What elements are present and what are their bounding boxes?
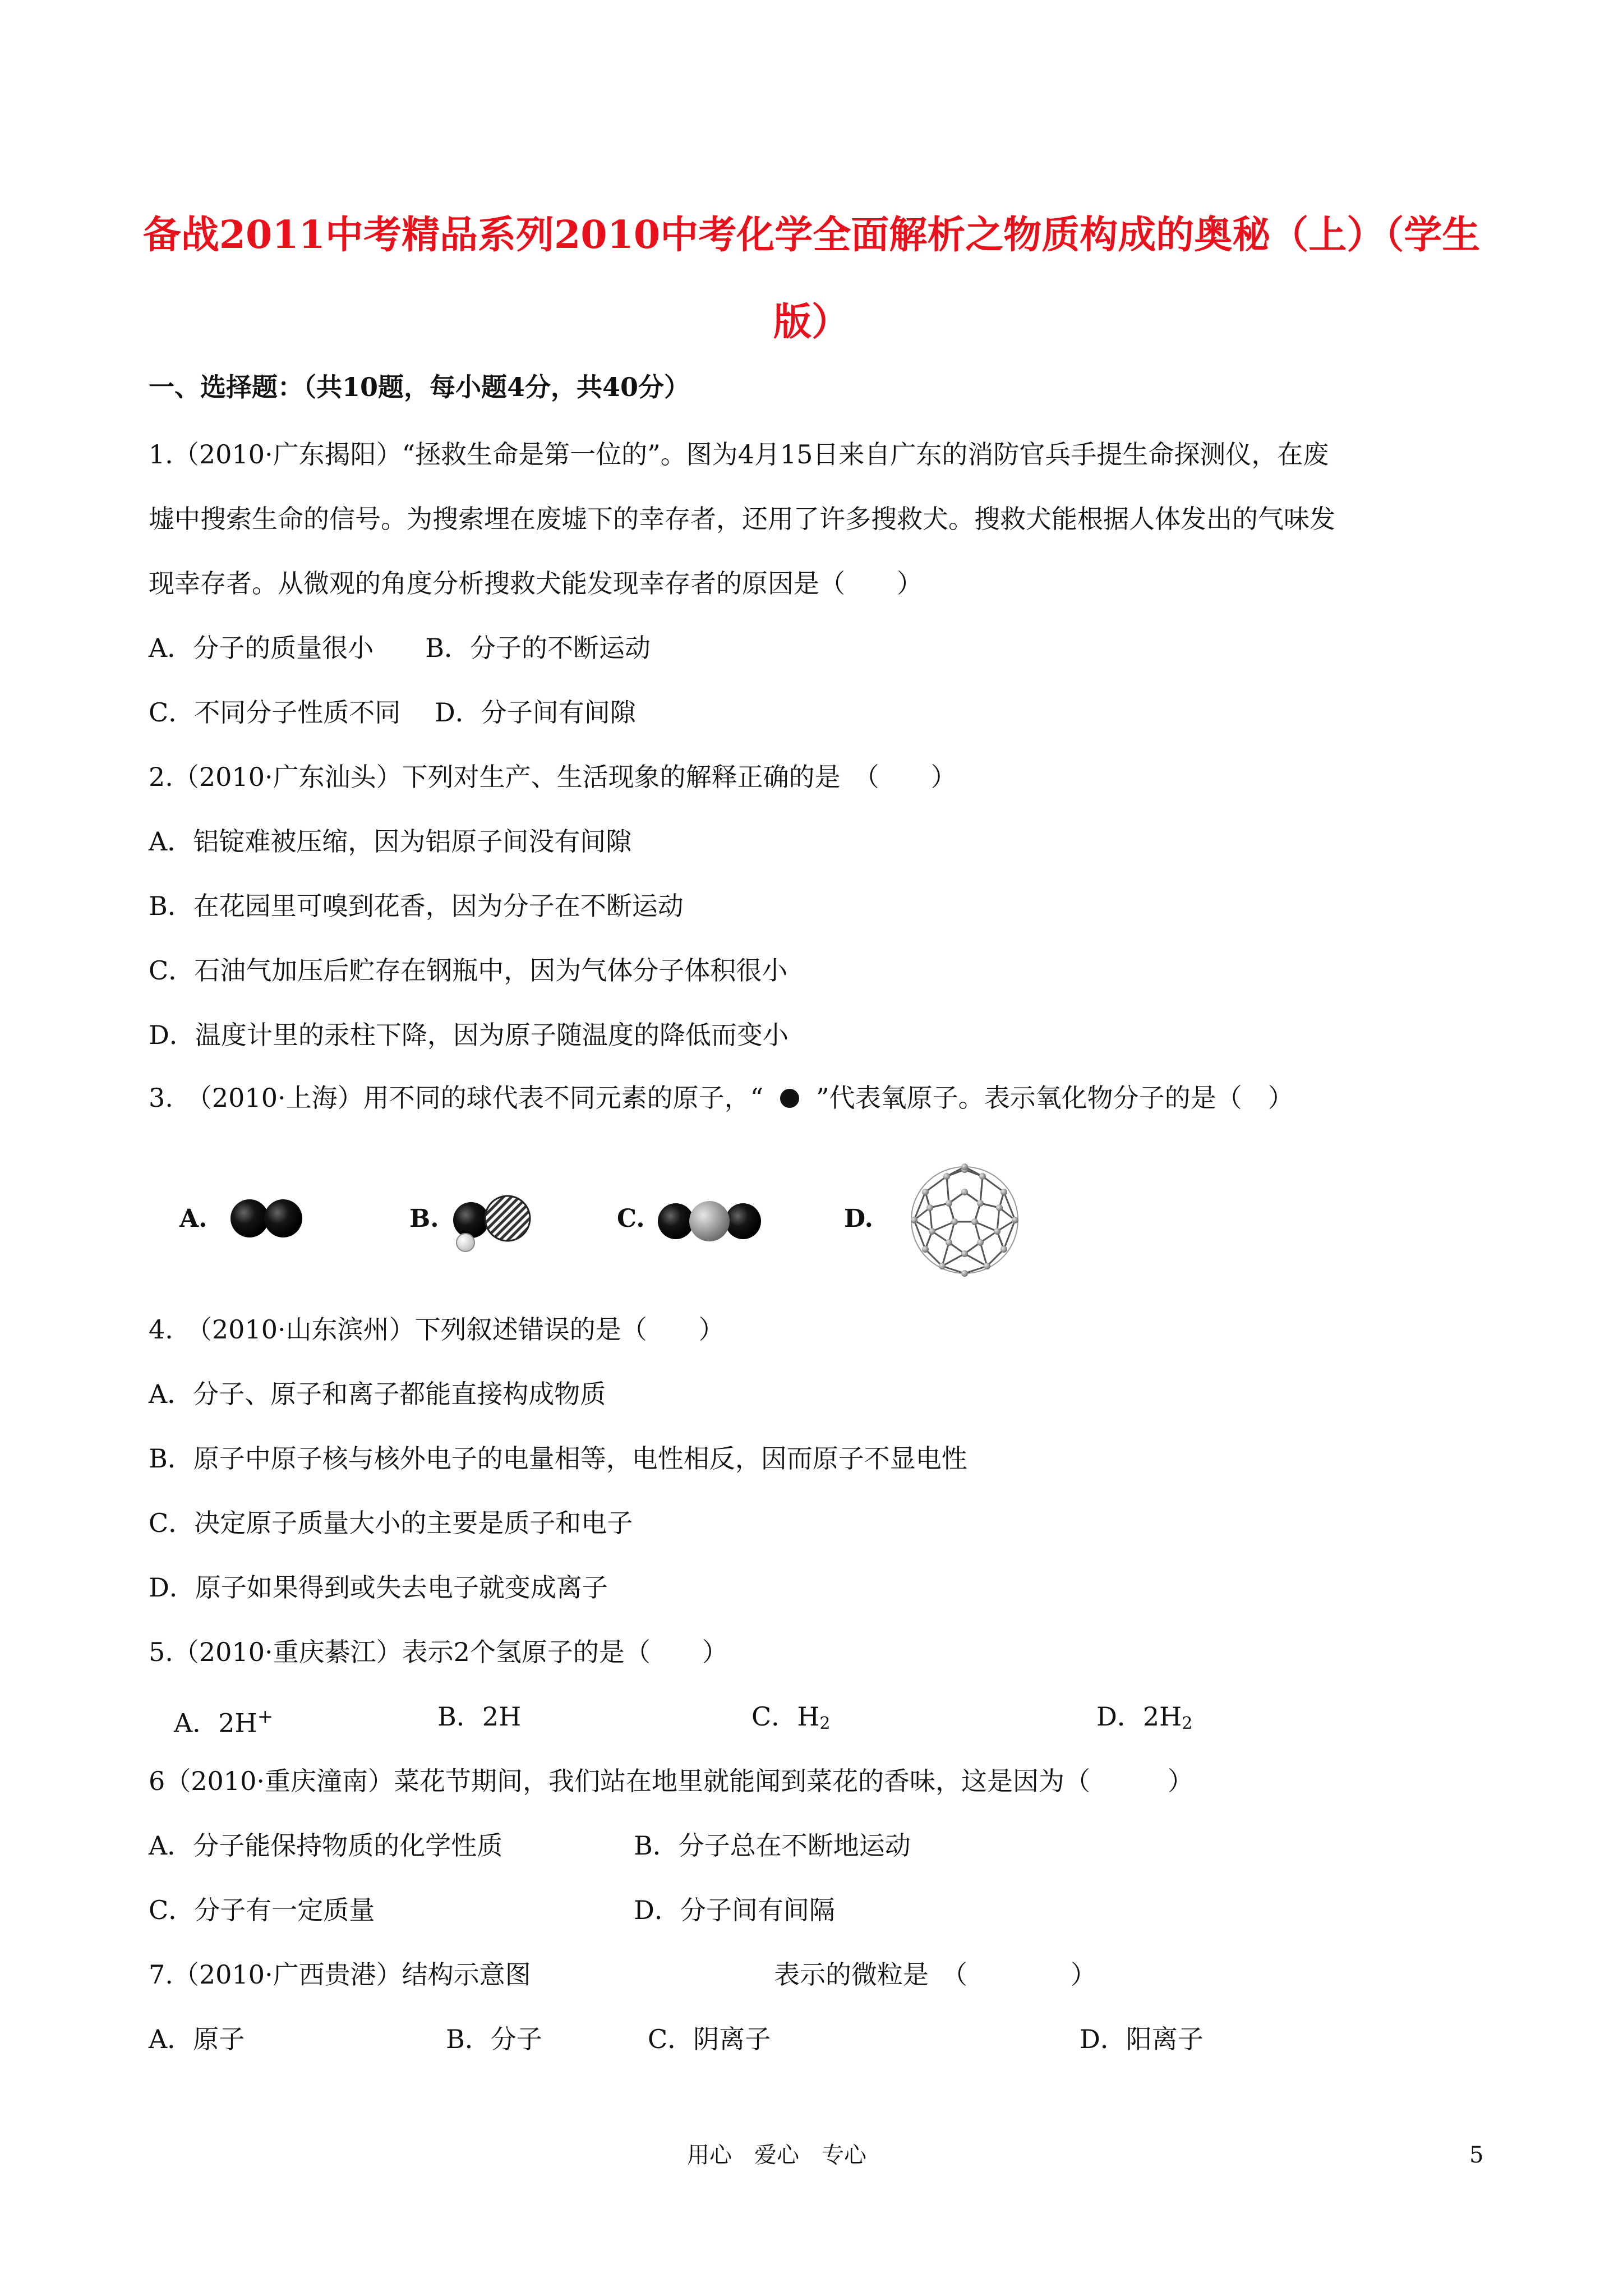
q6-option-b: B．分子总在不断地运动 (634, 1830, 911, 1861)
q4-stem: 4. （2010·山东滨州）下列叙述错误的是（ ） (149, 1314, 725, 1345)
q3-b-hatched-atom (485, 1196, 530, 1241)
q2-option-a: A．铝锭难被压缩，因为铝原子间没有间隙 (149, 826, 632, 857)
q6-stem: 6（2010·重庆潼南）菜花节期间，我们站在地里就能闻到菜花的香味，这是因为（ ） (149, 1766, 1193, 1796)
q2-stem: 2.（2010·广东汕头）下列对生产、生活现象的解释正确的是 （ ） (149, 762, 957, 792)
q6-option-c: C．分子有一定质量 (149, 1895, 375, 1925)
q4-option-a: A．分子、原子和离子都能直接构成物质 (149, 1379, 606, 1409)
q5-option-c-subscript: 2 (819, 1714, 831, 1733)
q5-option-d (1096, 1703, 1192, 1738)
q1-stem-line-1: 1.（2010·广东揭阳）“拯救生命是第一位的”。图为4月15日来自广东的消防官兵手提生命探测仪，在废 (149, 439, 1329, 470)
q5-option-d-subscript: 2 (1182, 1714, 1193, 1733)
q7-stem-part-1: 7.（2010·广西贵港）结构示意图 (149, 1959, 531, 1990)
q3-molecule-models-figure (168, 1142, 1054, 1282)
q3-stem (149, 1084, 1294, 1112)
q3-b-small-atom (457, 1234, 474, 1251)
q3-stem-part-1: 3. （2010·上海）用不同的球代表不同元素的原子，“ (149, 1083, 764, 1113)
q5-option-b: B．2H (437, 1701, 522, 1732)
q1-stem-line-2: 墟中搜索生命的信号。为搜索埋在废墟下的幸存者，还用了许多搜救犬。搜救犬能根据人体发出的气味发 (149, 504, 1335, 534)
q5-option-d-text: D．2H (1096, 1701, 1182, 1732)
q4-option-b: B．原子中原子核与核外电子的电量相等，电性相反，因而原子不显电性 (149, 1443, 967, 1474)
q5-option-a-charge: + (257, 1705, 274, 1728)
q3-stem-part-2: ”代表氧原子。表示氧化物分子的是（ ） (816, 1083, 1294, 1113)
q3-a-oxygen-atom-1 (230, 1199, 269, 1237)
q3-c-oxygen-atom-1 (658, 1203, 694, 1239)
q5-option-c-text: C．H (751, 1701, 820, 1732)
q3-d-fullerene-cage-icon (911, 1163, 1018, 1277)
q1-options-cd: C．不同分子性质不同 D．分子间有间隙 (149, 697, 636, 728)
q7-option-c: C．阴离子 (648, 2024, 771, 2054)
q2-option-d: D．温度计里的汞柱下降，因为原子随温度的降低而变小 (149, 1020, 789, 1050)
document-title-line-2: 版） (773, 300, 850, 344)
q3-c-oxygen-atom-2 (725, 1203, 761, 1239)
document-title-line-1: 备战2011中考精品系列2010中考化学全面解析之物质构成的奥秘（上）（学生 (142, 213, 1481, 257)
q3-c-grey-center-atom (689, 1201, 730, 1241)
q3-figure-label-a: A. (179, 1204, 208, 1233)
q6-option-a: A．分子能保持物质的化学性质 (149, 1830, 503, 1861)
q2-option-b: B．在花园里可嗅到花香，因为分子在不断运动 (149, 891, 684, 921)
q3-figure-label-d: D. (844, 1204, 873, 1233)
q4-option-d: D．原子如果得到或失去电子就变成离子 (149, 1572, 608, 1603)
oxygen-atom-symbol-icon (780, 1089, 799, 1108)
q3-a-oxygen-atom-2 (264, 1199, 302, 1237)
q7-option-b: B．分子 (446, 2024, 542, 2054)
section-heading: 一、选择题：（共10题，每小题4分，共40分） (149, 372, 690, 402)
q5-option-a-text: A．2H (174, 1708, 257, 1738)
q5-stem: 5.（2010·重庆綦江）表示2个氢原子的是（ ） (149, 1637, 728, 1667)
footer-motto: 用心 爱心 专心 (687, 2142, 866, 2168)
q3-b-oxygen-atom (453, 1202, 489, 1238)
q7-stem-part-2: 表示的微粒是 （ ） (774, 1959, 1096, 1990)
q4-option-c: C．决定原子质量大小的主要是质子和电子 (149, 1508, 633, 1538)
q6-option-d: D．分子间有间隔 (634, 1895, 835, 1925)
q3-figure-label-b: B. (409, 1204, 439, 1233)
q1-stem-line-3: 现幸存者。从微观的角度分析搜救犬能发现幸存者的原因是（ ） (149, 568, 923, 599)
q7-option-d: D．阳离子 (1080, 2024, 1204, 2054)
q5-option-c (751, 1703, 830, 1738)
q1-options-ab: A．分子的质量很小 B．分子的不断运动 (149, 633, 651, 663)
q7-option-a: A．原子 (149, 2024, 245, 2054)
page-number: 5 (1469, 2142, 1484, 2168)
q3-figure-label-c: C. (617, 1204, 645, 1233)
q5-option-a (174, 1703, 273, 1737)
q2-option-c: C．石油气加压后贮存在钢瓶中，因为气体分子体积很小 (149, 955, 788, 986)
